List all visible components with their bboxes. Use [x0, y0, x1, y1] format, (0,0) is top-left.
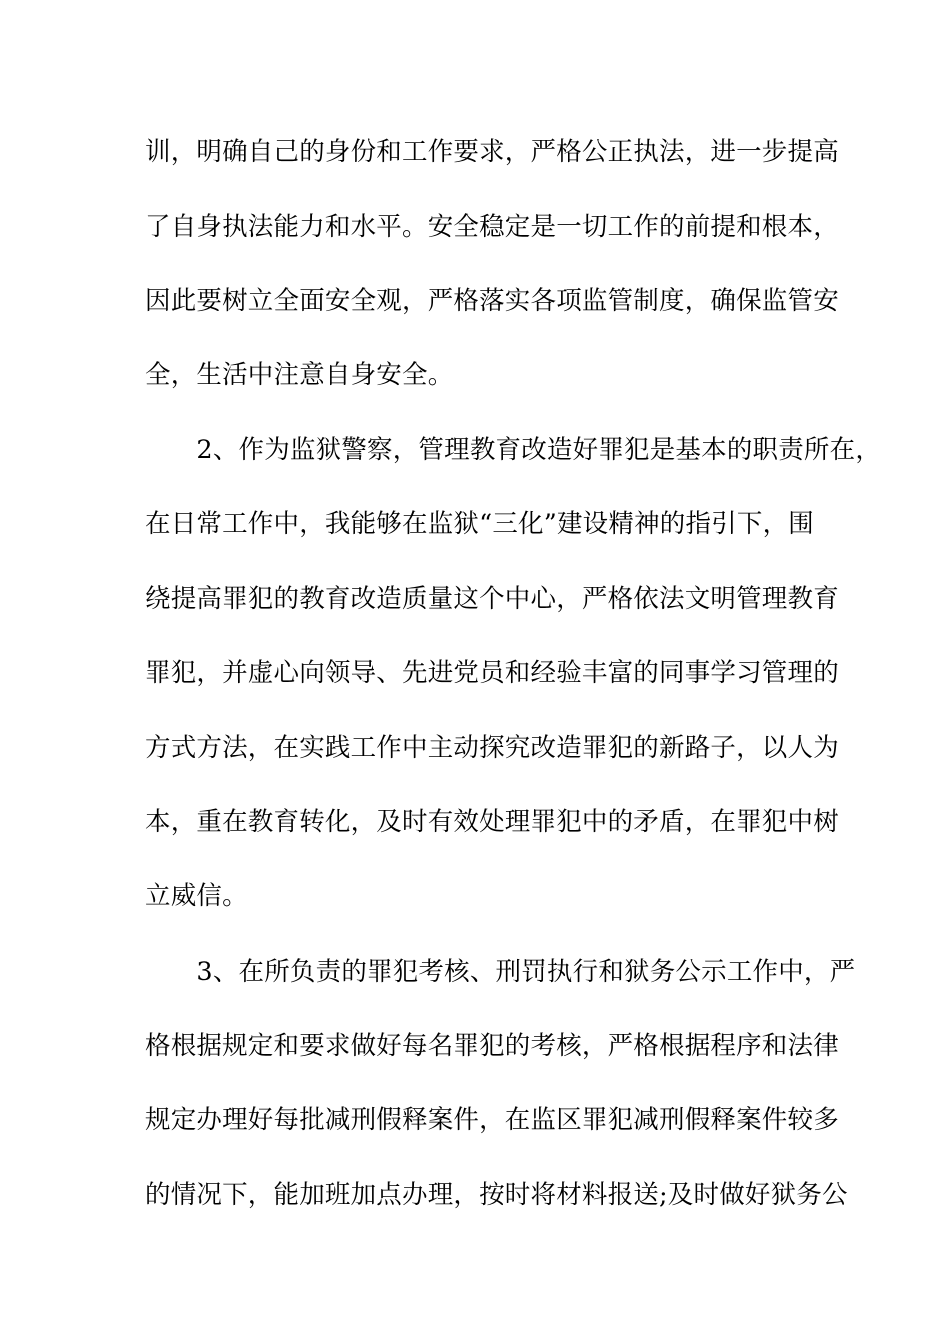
text-line: 在日常工作中，我能够在监狱“三化”建设精神的指引下，围: [145, 509, 814, 539]
text-line: 方式方法，在实践工作中主动探究改造罪犯的新路子，以人为: [145, 733, 839, 763]
text-line: 本，重在教育转化，及时有效处理罪犯中的矛盾，在罪犯中树: [145, 807, 839, 837]
text-line: 罪犯，并虚心向领导、先进党员和经验丰富的同事学习管理的: [145, 658, 839, 688]
text-line: 格根据规定和要求做好每名罪犯的考核，严格根据程序和法律: [145, 1031, 839, 1061]
text-line: 立威信。: [145, 881, 248, 911]
text-line: 2、作为监狱警察，管理教育改造好罪犯是基本的职责所在，: [145, 435, 882, 465]
text-line: 训，明确自己的身份和工作要求，严格公正执法，进一步提高: [145, 137, 839, 167]
text-line: 了自身执法能力和水平。安全稳定是一切工作的前提和根本，: [145, 212, 839, 242]
text-line: 的情况下，能加班加点办理，按时将材料报送;及时做好狱务公: [145, 1180, 848, 1210]
text-line: 绕提高罪犯的教育改造质量这个中心，严格依法文明管理教育: [145, 584, 839, 614]
text-line: 规定办理好每批减刑假释案件，在监区罪犯减刑假释案件较多: [145, 1105, 839, 1135]
text-line: 因此要树立全面安全观，严格落实各项监管制度，确保监管安: [145, 286, 839, 316]
text-line: 全，生活中注意自身安全。: [145, 360, 454, 390]
text-line: 3、在所负责的罪犯考核、刑罚执行和狱务公示工作中，严: [145, 957, 856, 987]
